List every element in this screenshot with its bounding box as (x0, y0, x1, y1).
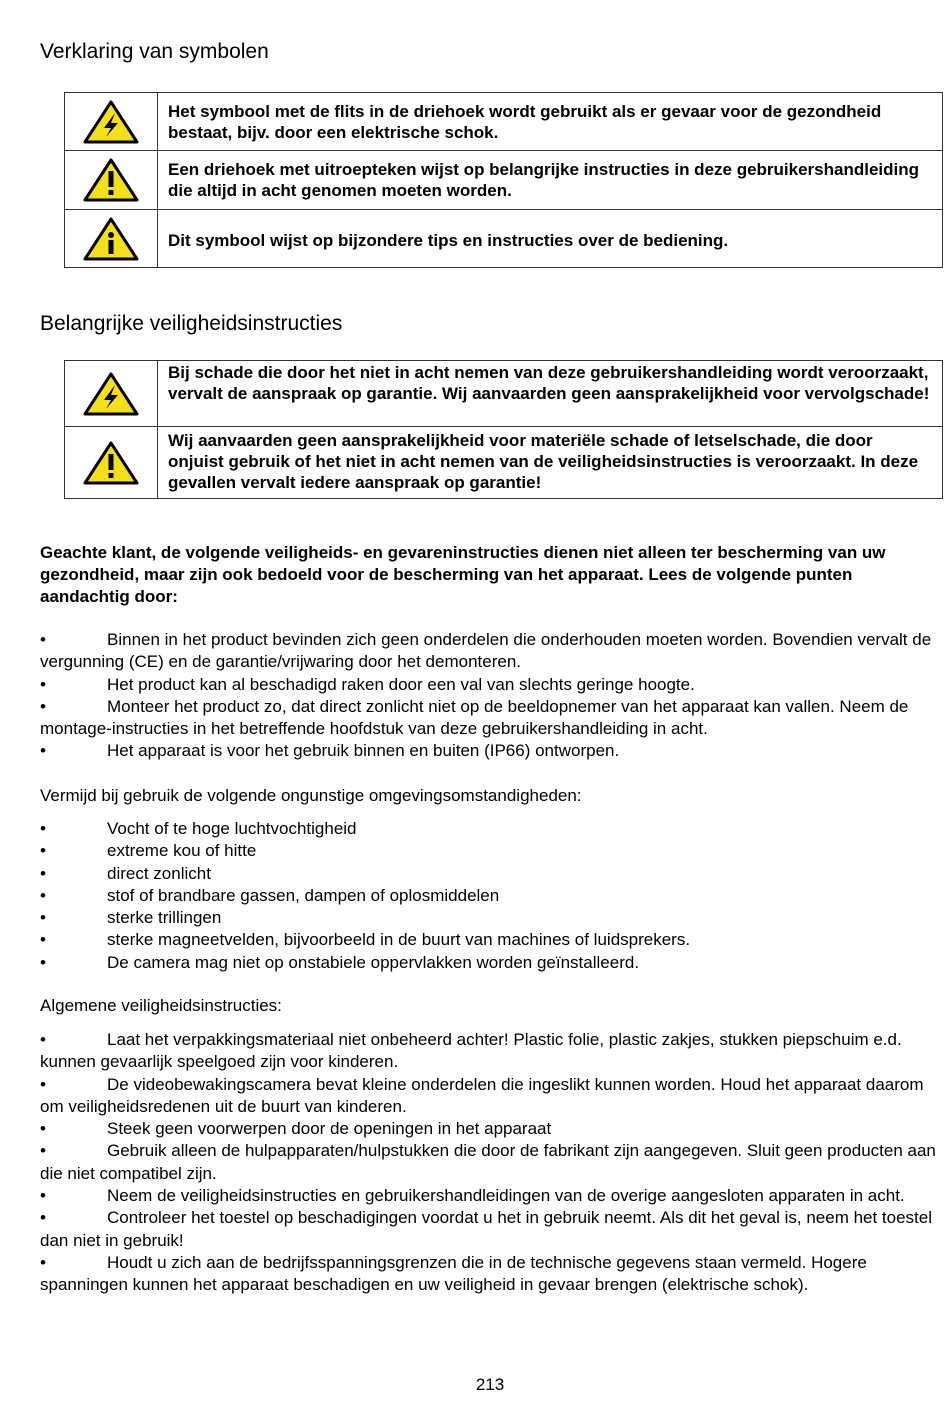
list-item: • De camera mag niet op onstabiele oppervlakken worden geïnstalleerd. (40, 952, 640, 972)
list-item: • Monteer het product zo, dat direct zonlicht niet op de beeldopnemer van het apparaat kan vallen. Neem de montage-instructies in het betreffende hoofdstuk van deze gebruikershandleiding in acht. (40, 696, 909, 739)
symbol-description: Dit symbool wijst op bijzondere tips en instructies over de bediening. (158, 210, 943, 268)
symbols-table (64, 92, 943, 268)
section-title-symbols: Verklaring van symbolen (40, 40, 269, 63)
list-item: • sterke trillingen (40, 908, 222, 928)
lightning-warning-icon (82, 99, 140, 145)
list-environment (40, 818, 945, 974)
list-item: • stof of brandbare gassen, dampen of oplosmiddelen (40, 885, 500, 905)
list-general-safety (40, 1029, 945, 1297)
list-item: • Het apparaat is voor het gebruik binnen en buiten (IP66) ontworpen. (40, 741, 620, 761)
list-item: • Neem de veiligheidsinstructies en gebruikershandleidingen van de overige aangesloten apparaten in acht. (40, 1186, 905, 1206)
info-icon (82, 216, 140, 262)
list-item: • Gebruik alleen de hulpapparaten/hulpstukken die door de fabrikant zijn aangegeven. Sluit geen producten aan die niet compatibel zijn. (40, 1141, 936, 1183)
list-item: • Het product kan al beschadigd raken door een val van slechts geringe hoogte. (40, 674, 695, 694)
table-row (65, 361, 943, 427)
exclamation-warning-icon (82, 440, 140, 486)
table-row (65, 427, 943, 499)
exclamation-warning-icon (82, 157, 140, 203)
list-item: • Vocht of te hoge luchtvochtigheid (40, 819, 357, 838)
table-row (65, 151, 943, 210)
lightning-warning-icon (82, 371, 140, 417)
symbol-description: Een driehoek met uitroepteken wijst op belangrijke instructies in deze gebruikershandleiding die altijd in acht genomen moeten worden. (158, 151, 943, 210)
list-item: • extreme kou of hitte (40, 841, 257, 861)
env-heading: Vermijd bij gebruik de volgende ongunstige omgevingsomstandigheden: (40, 786, 582, 805)
safety-description: Wij aanvaarden geen aansprakelijkheid voor materiële schade of letselschade, die door onjuist gebruik of het niet in acht nemen van de veiligheidsinstructies is veroorzaakt. In deze gevallen vervalt iedere aanspraak op garantie! (158, 427, 943, 499)
table-row (65, 210, 943, 268)
page-number: 213 (475, 1375, 505, 1394)
list-item: • direct zonlicht (40, 863, 211, 883)
section-title-safety: Belangrijke veiligheidsinstructies (40, 312, 343, 335)
symbol-description: Het symbool met de flits in de driehoek wordt gebruikt als er gevaar voor de gezondheid bestaat, bijv. door een elektrische schok. (158, 93, 943, 151)
list-item: • De videobewakingscamera bevat kleine onderdelen die ingeslikt kunnen worden. Houd het apparaat daarom om veiligheidsredenen uit de buurt van kinderen. (40, 1074, 924, 1116)
list-item: • Binnen in het product bevinden zich geen onderdelen die onderhouden moeten worden. Bovendien vervalt de vergunning (CE) en de garantie/vrijwaring door het demonteren. (40, 630, 932, 672)
list-general-product (40, 629, 945, 763)
list-item: • Steek geen voorwerpen door de openingen in het apparaat (40, 1119, 552, 1139)
list-item: • Houdt u zich aan de bedrijfsspanningsgrenzen die in de technische gegevens staan vermeld. Hogere spanningen kunnen het apparaat beschadigen en uw veiligheid in gevaar brengen (elektrische schok). (40, 1252, 867, 1295)
table-row (65, 93, 943, 151)
safety-description: Bij schade die door het niet in acht nemen van deze gebruikershandleiding wordt veroorzaakt, vervalt de aanspraak op garantie. Wij aanvaarden geen aansprakelijkheid voor vervolgschade! (158, 361, 943, 427)
safety-table (64, 360, 943, 499)
intro-paragraph: Geachte klant, de volgende veiligheids- en gevareninstructies dienen niet alleen ter bescherming van uw gezondheid, maar zijn ook bedoeld voor de bescherming van het apparaat. Lees de volgende punten aandachtig door: (40, 543, 886, 606)
list-item: • Laat het verpakkingsmateriaal niet onbeheerd achter! Plastic folie, plastic zakjes, stukken piepschuim e.d. kunnen gevaarlijk speelgoed zijn voor kinderen. (40, 1030, 902, 1072)
list-item: • Controleer het toestel op beschadigingen voordat u het in gebruik neemt. Als dit het geval is, neem het toestel dan niet in gebruik! (40, 1208, 933, 1250)
general-heading: Algemene veiligheidsinstructies: (40, 996, 282, 1015)
list-item: • sterke magneetvelden, bijvoorbeeld in de buurt van machines of luidsprekers. (40, 930, 691, 950)
